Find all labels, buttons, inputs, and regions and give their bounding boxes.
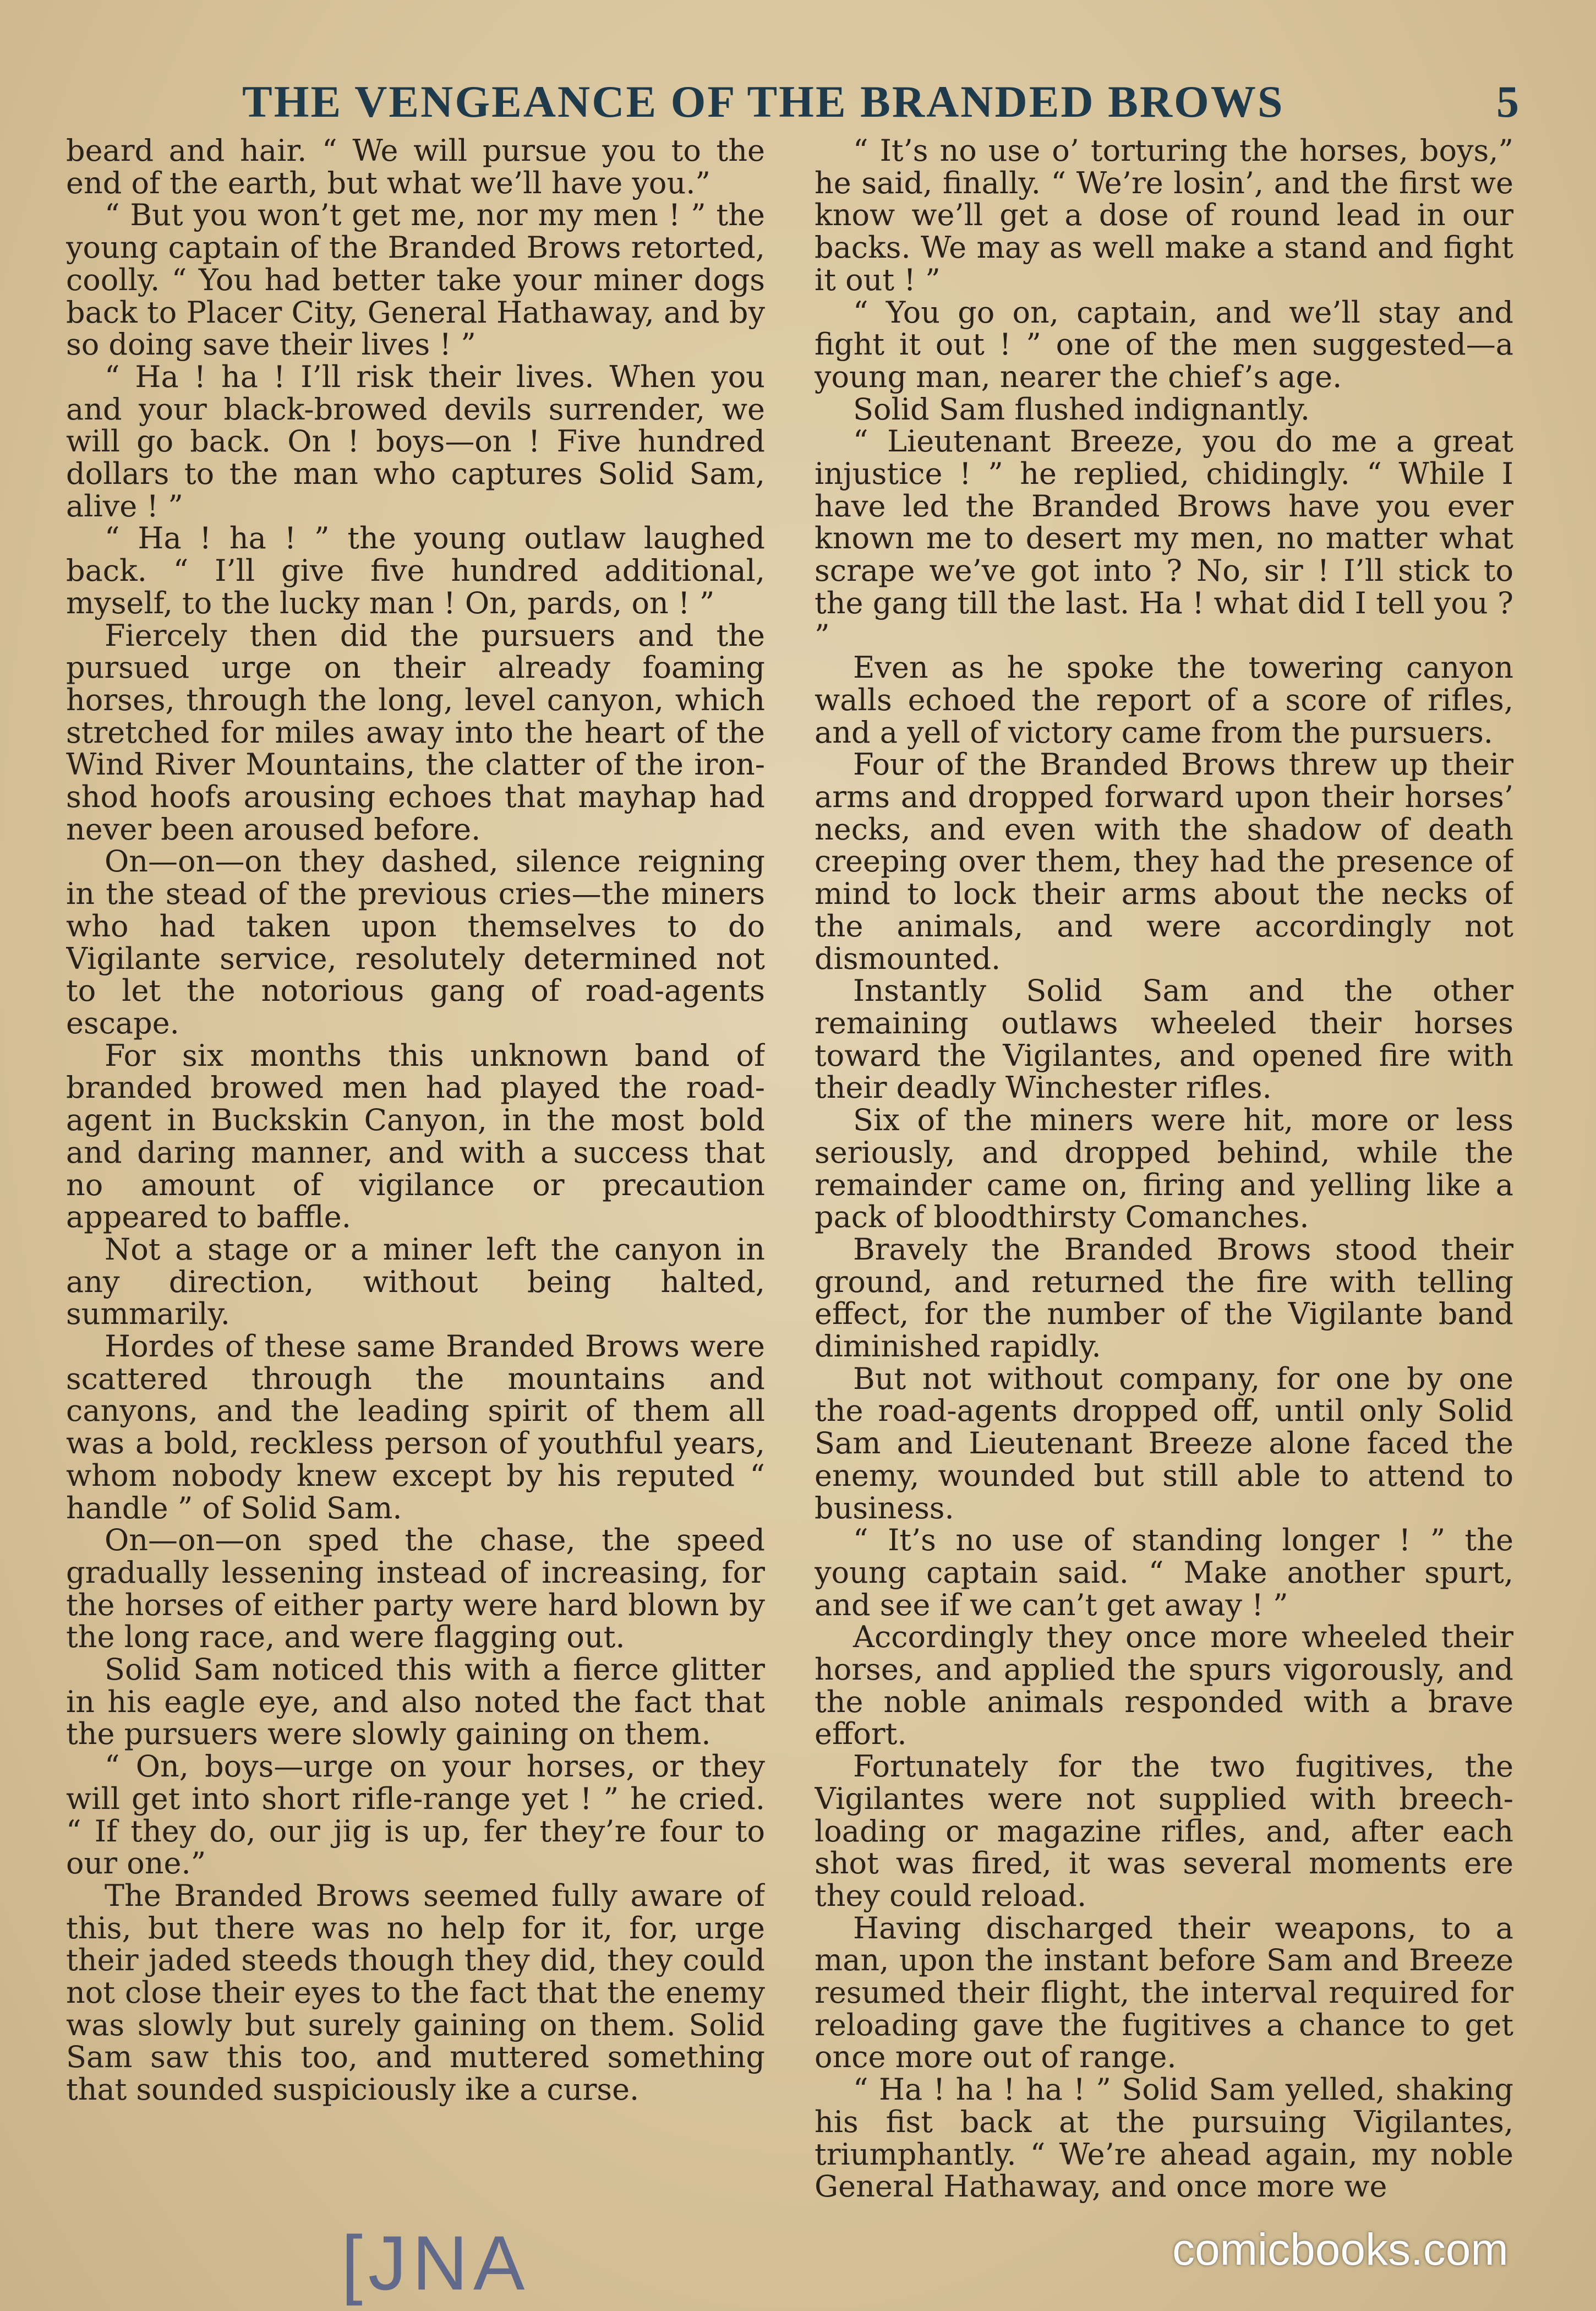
paragraph: Solid Sam noticed this with a fierce glitter in his eagle eye, and also noted the fact that the pursuers were slowly gaining on them.	[66, 1652, 765, 1752]
paragraph: Six of the miners were hit, more or less seriously, and dropped behind, while the remainder came on, firing and yelling like a pack of bloodthirsty Comanches.	[815, 1103, 1513, 1235]
paragraph: “ Ha ! ha ! ” the young outlaw laughed back. “ I’ll give five hundred additional, myself, to the lucky man ! On, pards, on ! ”	[66, 521, 765, 620]
paragraph: Even as he spoke the towering canyon walls echoed the report of a score of rifles, and a yell of victory came from the pursuers.	[815, 650, 1513, 750]
paragraph: Fiercely then did the pursuers and the pursued urge on their already foaming horses, through the long, level canyon, which stretched for miles away into the heart of the Wind River Mountains, the clatter of the iron-shod hoofs arousing echoes that mayhap had never been aroused before.	[66, 618, 765, 847]
paragraph: Not a stage or a miner left the canyon in any direction, without being halted, summarily.	[66, 1231, 765, 1332]
paragraph: For six months this unknown band of branded browed men had played the road-agent in Buckskin Canyon, in the most bold and daring manner, and with a success that no amount of vigilance or precaution appeared to baffle.	[66, 1038, 765, 1235]
paragraph: “ But you won’t get me, nor my men ! ” the young captain of the Branded Brows retorted, coolly. “ You had better take your miner dogs back to Placer City, General Hathaway, and by so doing save their lives ! ”	[66, 198, 765, 362]
paragraph: Fortunately for the two fugitives, the Vigilantes were not supplied with breech-loading or magazine rifles, and, after each shot was fired, it was several moments ere they could reload.	[815, 1749, 1513, 1913]
running-title: THE VENGEANCE OF THE BRANDED BROWS	[242, 77, 1285, 127]
paragraph: The Branded Brows seemed fully aware of this, but there was no help for it, for, urge their jaded steeds though they did, they could not close their eyes to the fact that the enemy was slowly but surely gaining on them. Solid Sam saw this too, and muttered something that sounded suspiciously ike a curse.	[66, 1878, 765, 2107]
paragraph: On—on—on sped the chase, the speed gradually lessening instead of increasing, for the horses of either party were hard blown by the long race, and were flagging out.	[66, 1523, 765, 1655]
paragraph: Hordes of these same Branded Brows were scattered through the mountains and canyons, and the leading spirit of them all was a bold, reckless person of youthful years, whom nobody knew except by his reputed “ handle ” of Solid Sam.	[66, 1329, 765, 1525]
page-number: 5	[1496, 77, 1519, 127]
paragraph: Having discharged their weapons, to a man, upon the instant before Sam and Breeze resumed their flight, the interval required for reloading gave the fugitives a chance to get once more out of range.	[815, 1910, 1513, 2075]
ink-stamp: [JNA	[341, 2220, 531, 2306]
paragraph: Solid Sam flushed indignantly.	[853, 391, 1310, 427]
running-header	[242, 72, 1519, 132]
paragraph: Four of the Branded Brows threw up their arms and dropped forward upon their horses’ necks, and even with the shadow of death creeping over them, they had the presence of mind to lock their arms about the necks of the animals, and were accordingly not dismounted.	[815, 747, 1513, 976]
paragraph: beard and hair. “ We will pursue you to the end of the earth, but what we’ll have you.”	[66, 135, 765, 200]
paragraph: “ You go on, captain, and we’ll stay and fight it out ! ” one of the men suggested—a young man, nearer the chief’s age.	[815, 295, 1513, 394]
paragraph: Instantly Solid Sam and the other remaining outlaws wheeled their horses toward the Vigilantes, and opened fire with their deadly Winchester rifles.	[815, 973, 1513, 1105]
right-column	[815, 135, 1513, 2227]
paragraph: On—on—on they dashed, silence reigning in the stead of the previous cries—the miners who had taken upon themselves to do Vigilante service, resolutely determined not to let the notorious gang of road-agents escape.	[66, 844, 765, 1040]
paragraph: “ It’s no use of standing longer ! ” the young captain said. “ Make another spurt, and see if we can’t get away ! ”	[815, 1523, 1513, 1622]
paragraph: “ On, boys—urge on your horses, or they will get into short rifle-range yet ! ” he cried. “ If they do, our jig is up, fer they’re four to our one.”	[66, 1749, 765, 1881]
left-column	[66, 135, 765, 2227]
paragraph: “ It’s no use o’ torturing the horses, boys,” he said, finally. “ We’re losin’, and the first we know we’ll get a dose of round lead in our backs. We may as well make a stand and fight it out ! ”	[815, 135, 1513, 297]
site-watermark: comicbooks.com	[1172, 2225, 1508, 2275]
paragraph: “ Ha ! ha ! I’ll risk their lives. When you and your black-browed devils surrender, we will go back. On ! boys—on ! Five hundred dollars to the man who captures Solid Sam, alive ! ”	[66, 359, 765, 524]
paragraph: “ Ha ! ha ! ha ! ” Solid Sam yelled, shaking his fist back at the pursuing Vigilantes, triumphantly. “ We’re ahead again, my noble General Hathaway, and once more we	[815, 2072, 1513, 2204]
paragraph: But not without company, for one by one the road-agents dropped off, until only Solid Sam and Lieutenant Breeze alone faced the enemy, wounded but still able to attend to business.	[815, 1361, 1513, 1525]
paragraph: Bravely the Branded Brows stood their ground, and returned the fire with telling effect, for the number of the Vigilante band diminished rapidly.	[815, 1231, 1513, 1364]
paragraph: “ Lieutenant Breeze, you do me a great injustice ! ” he replied, chidingly. “ While I have led the Branded Brows have you ever known me to desert my men, no matter what scrape we’ve got into ? No, sir ! I’ll stick to the gang till the last. Ha ! what did I tell you ? ”	[815, 424, 1513, 653]
paragraph: Accordingly they once more wheeled their horses, and applied the spurs vigorously, and the noble animals responded with a brave effort.	[815, 1620, 1513, 1752]
